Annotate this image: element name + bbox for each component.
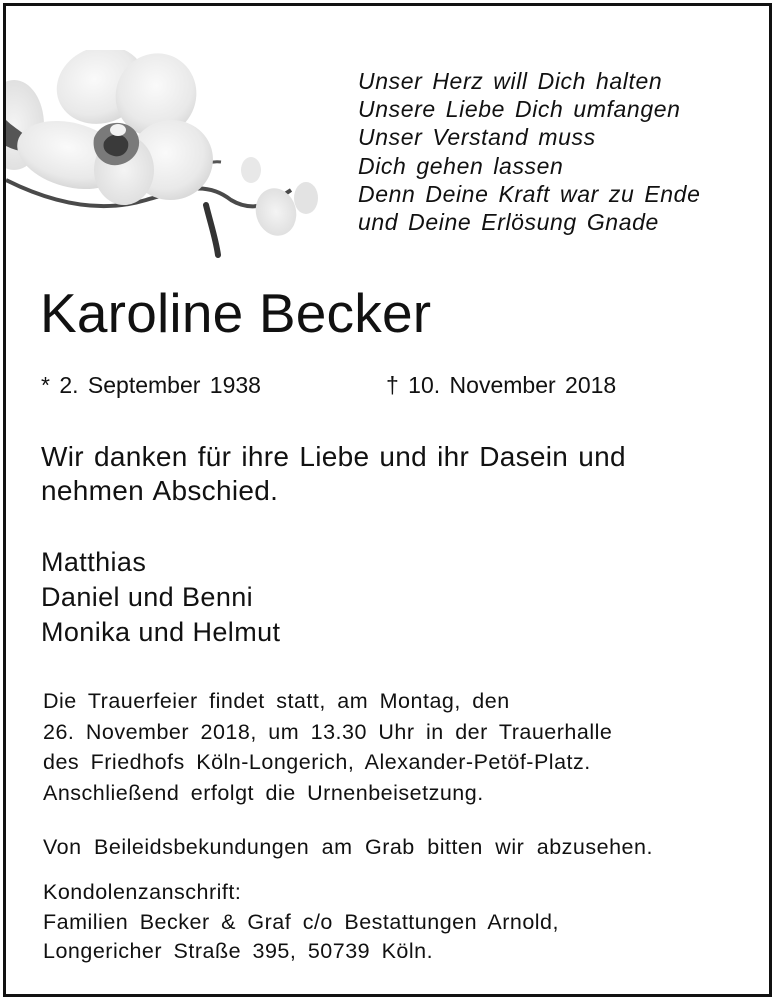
orchid-flower-image xyxy=(6,50,336,270)
funeral-detail-line: Anschließend erfolgt die Urnenbeisetzung. xyxy=(43,781,484,806)
thanks-message xyxy=(41,440,626,508)
poem-line: Unser Verstand muss xyxy=(358,124,596,151)
mourner-name: Matthias xyxy=(41,547,147,577)
thanks-line: Wir danken für ihre Liebe und ihr Dasein und xyxy=(41,441,626,472)
death-date: † 10. November 2018 xyxy=(386,372,617,398)
condolence-request: Von Beileidsbekundungen am Grab bitten wir abzusehen. xyxy=(43,835,653,859)
birth-date: * 2. September 1938 xyxy=(41,372,261,398)
funeral-detail-line: Die Trauerfeier findet statt, am Montag, den xyxy=(43,689,510,713)
mourners-list xyxy=(41,545,280,650)
funeral-details xyxy=(43,686,612,809)
poem-line: Unser Herz will Dich halten xyxy=(358,68,663,94)
funeral-detail-line: 26. November 2018, um 13.30 Uhr in der Trauerhalle xyxy=(43,719,613,744)
address-heading: Kondolenzanschrift: xyxy=(43,880,242,904)
mourner-name: Daniel und Benni xyxy=(41,582,254,612)
funeral-detail-line: des Friedhofs Köln-Longerich, Alexander-Petöf-Platz. xyxy=(43,750,591,775)
address-line: Longericher Straße 395, 50739 Köln. xyxy=(43,939,434,963)
poem-line: Denn Deine Kraft war zu Ende xyxy=(358,180,701,207)
deceased-name: Karoline Becker xyxy=(40,282,432,344)
poem xyxy=(358,67,700,236)
poem-line: Unsere Liebe Dich umfangen xyxy=(358,96,681,123)
thanks-line: nehmen Abschied. xyxy=(41,475,279,506)
address-line: Familien Becker & Graf c/o Bestattungen Arnold, xyxy=(43,909,559,934)
mourner-name: Monika und Helmut xyxy=(41,617,281,647)
poem-line: und Deine Erlösung Gnade xyxy=(358,209,659,236)
poem-line: Dich gehen lassen xyxy=(358,152,564,179)
condolence-address xyxy=(43,878,559,967)
